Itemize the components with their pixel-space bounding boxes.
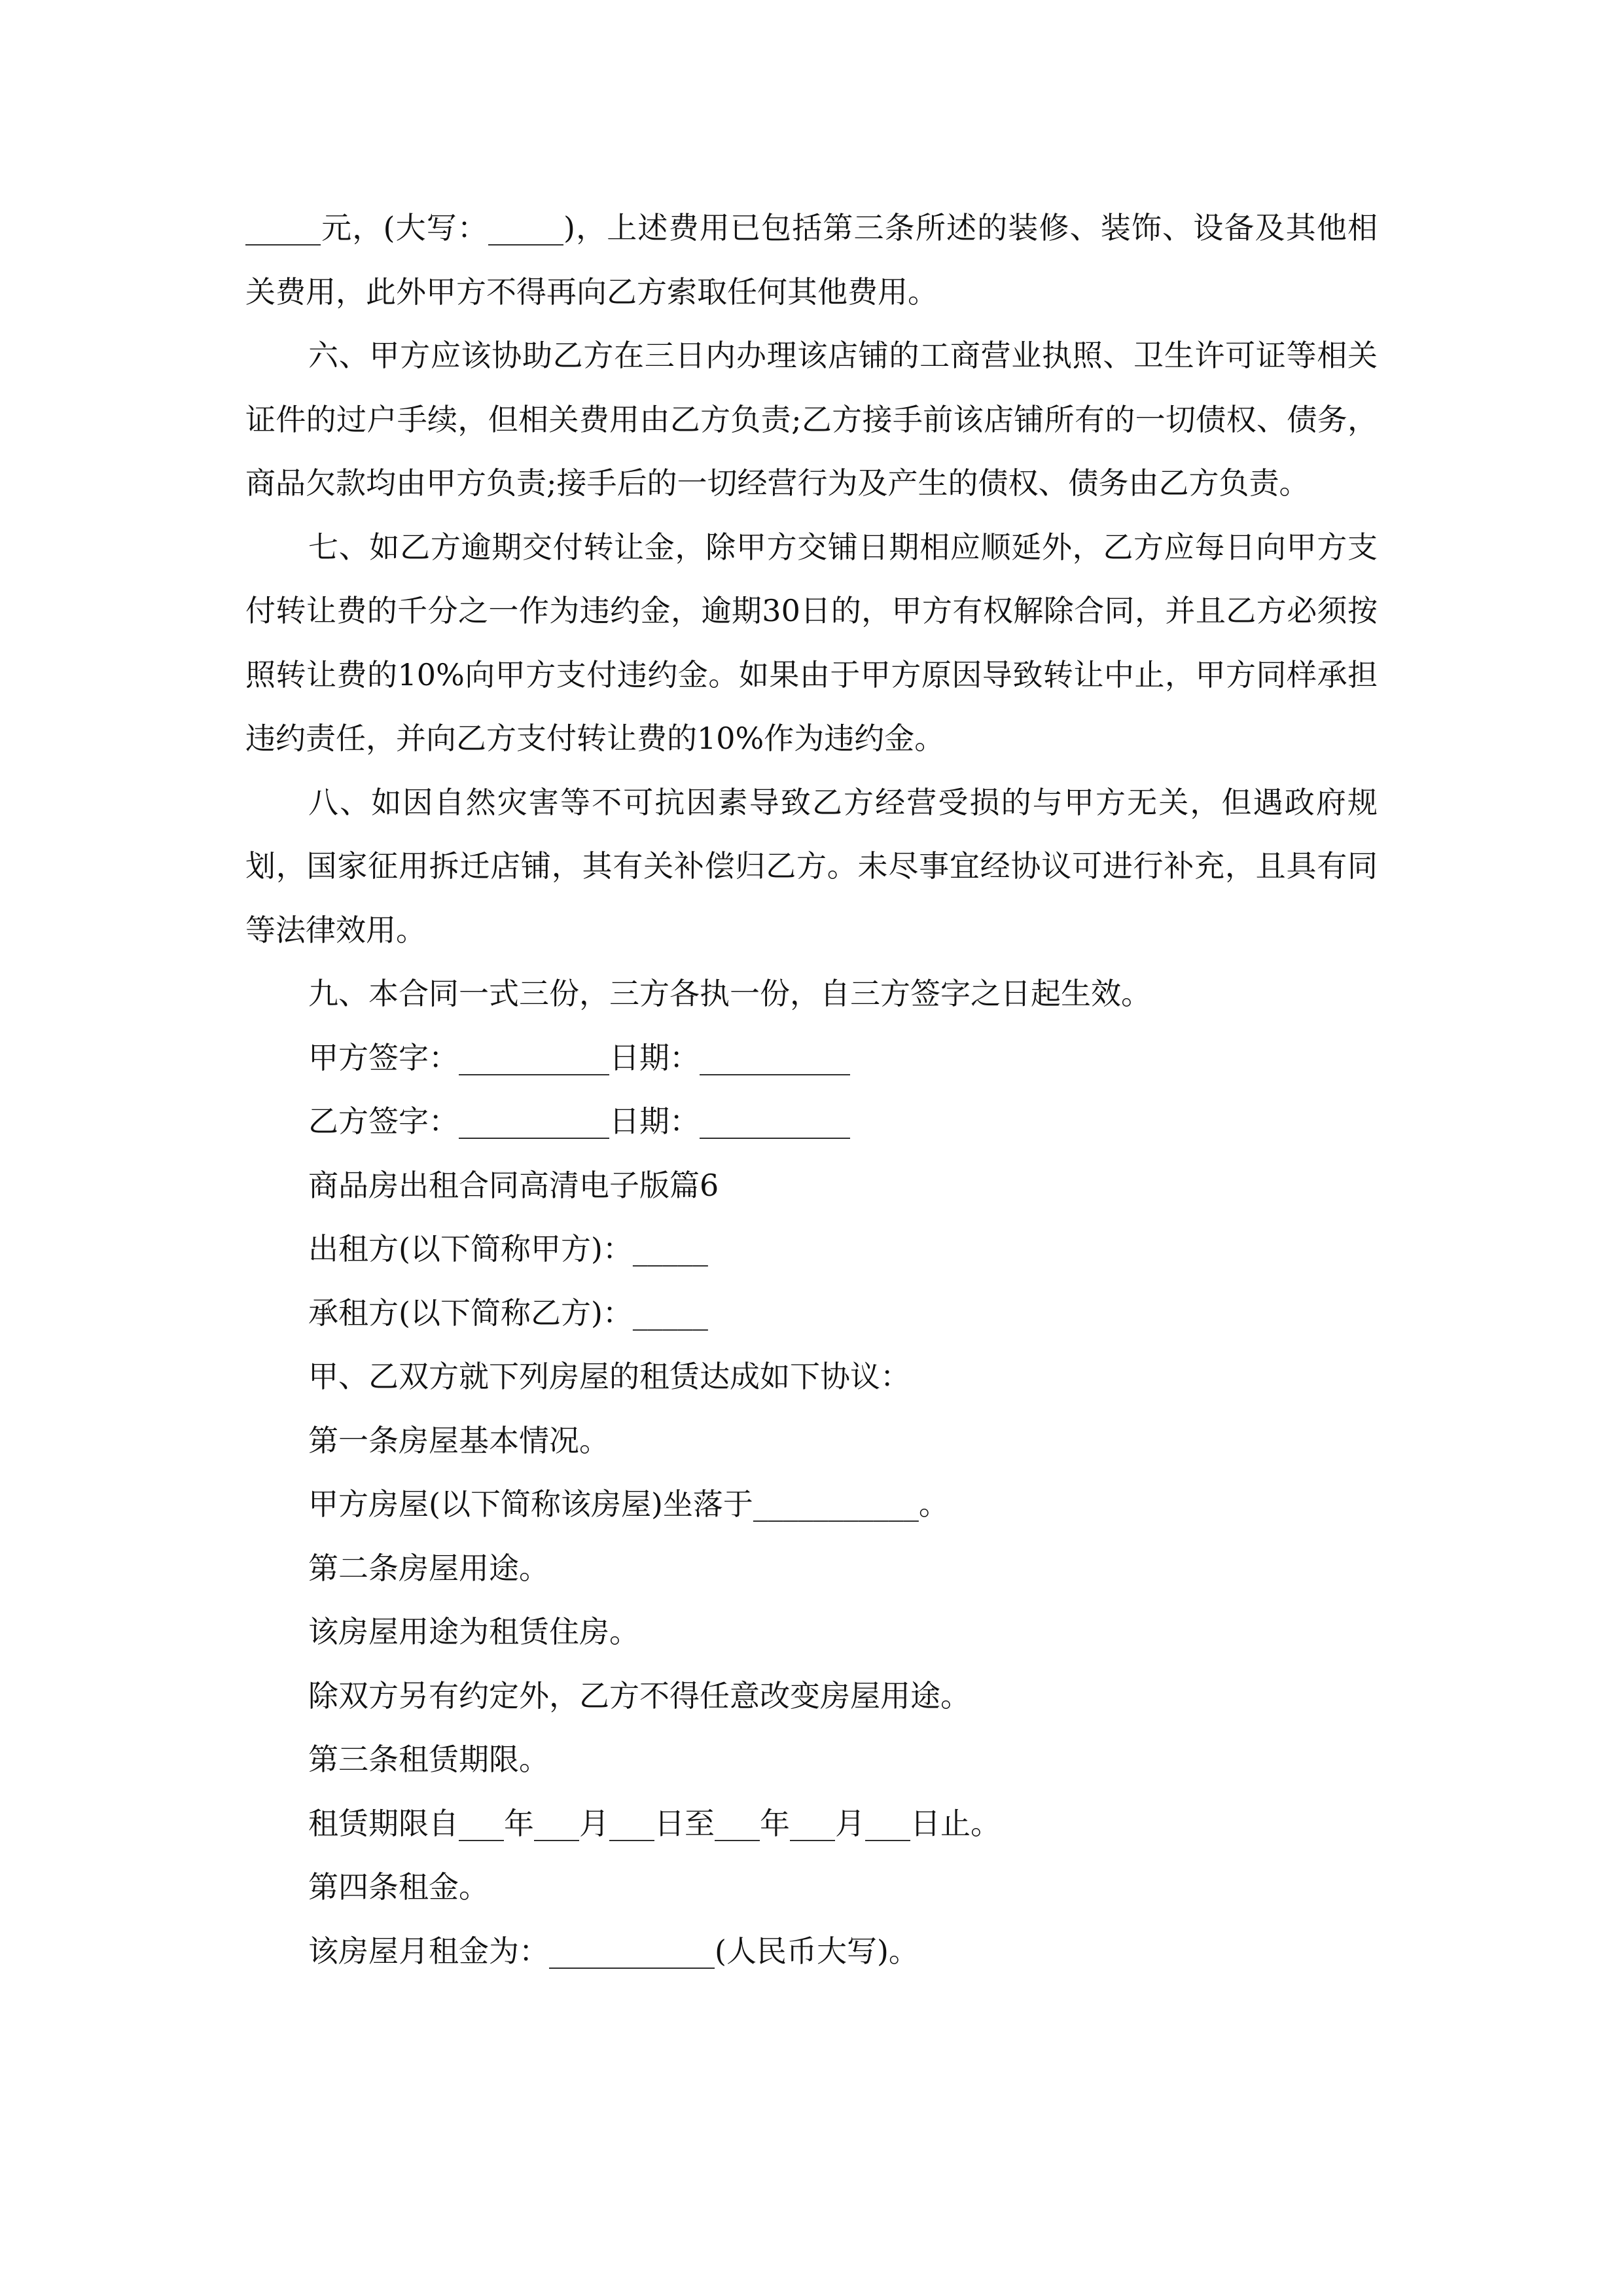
use-restriction-line: 除双方另有约定外，乙方不得任意改变房屋用途。 [308, 1677, 971, 1713]
lessor-line: 出租方(以下简称甲方)：_____ [308, 1231, 708, 1266]
article-3-heading: 第三条租赁期限。 [308, 1742, 549, 1777]
paragraph-clause-6: 六、甲方应该协助乙方在三日内办理该店铺的工商营业执照、卫生许可证等相关证件的过户手续，但相关费用由乙方负责;乙方接手前该店铺所有的一切债权、债务，商品欠款均由甲方负责;接手后的一切经营行为及产生的债权、债务由乙方负责。 [245, 338, 1378, 501]
lease-term-line: 租赁期限自___年___月___日至___年___月___日止。 [308, 1805, 1001, 1841]
article-4-heading: 第四条租金。 [308, 1869, 489, 1905]
party-a-signature-line: 甲方签字：__________日期：__________ [308, 1039, 850, 1075]
party-b-signature-line: 乙方签字：__________日期：__________ [308, 1103, 850, 1139]
section-heading: 商品房出租合同高清电子版篇6 [308, 1167, 719, 1203]
lessee-line: 承租方(以下简称乙方)：_____ [308, 1295, 708, 1331]
clause-9-line: 九、本合同一式三份，三方各执一份，自三方签字之日起生效。 [308, 976, 1151, 1011]
property-use-line: 该房屋用途为租赁住房。 [308, 1614, 639, 1649]
agreement-intro-line: 甲、乙双方就下列房屋的租赁达成如下协议： [308, 1359, 910, 1394]
paragraph-fee-continuation: _____元，(大写：_____)，上述费用已包括第三条所述的装修、装饰、设备及其他相关费用，此外甲方不得再向乙方索取任何其他费用。 [245, 210, 1378, 310]
paragraph-clause-7: 七、如乙方逾期交付转让金，除甲方交铺日期相应顺延外，乙方应每日向甲方支付转让费的千分之一作为违约金，逾期30日的，甲方有权解除合同，并且乙方必须按照转让费的10%向甲方支付违约金。如果由于甲方原因导致转让中止，甲方同样承担违约责任，并向乙方支付转让费的10%作为违约金。 [245, 529, 1378, 756]
article-2-heading: 第二条房屋用途。 [308, 1550, 549, 1586]
property-location-line: 甲方房屋(以下简称该房屋)坐落于___________。 [308, 1486, 949, 1522]
article-1-heading: 第一条房屋基本情况。 [308, 1422, 609, 1458]
paragraph-clause-8: 八、如因自然灾害等不可抗因素导致乙方经营受损的与甲方无关，但遇政府规划，国家征用拆迁店铺，其有关补偿归乙方。未尽事宜经协议可进行补充，且具有同等法律效用。 [245, 784, 1378, 948]
document-body [245, 196, 1378, 1983]
monthly-rent-line: 该房屋月租金为：___________(人民币大写)。 [308, 1933, 919, 1969]
